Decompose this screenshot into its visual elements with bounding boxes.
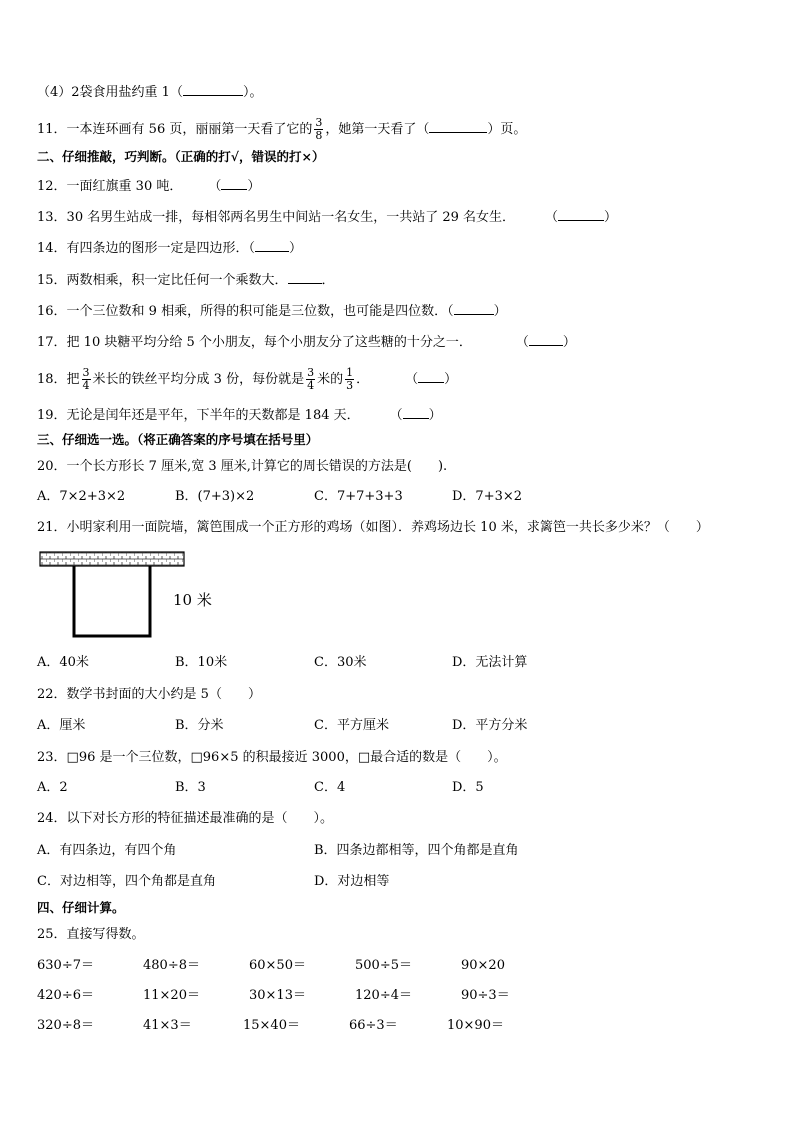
calc-item: 500÷5＝ — [355, 958, 412, 973]
answer-blank[interactable] — [418, 369, 444, 383]
calc-item: 10×90＝ — [447, 1018, 504, 1033]
answer-blank[interactable] — [288, 270, 322, 284]
question-text: 17．把 10 块糖平均分给 5 个小朋友，每个小朋友分了这些糖的十分之一． — [37, 335, 472, 350]
option-b[interactable]: B．四条边都相等，四个角都是直角 — [314, 843, 519, 858]
calc-item: 30×13＝ — [249, 988, 306, 1003]
calc-item: 480÷8＝ — [143, 958, 200, 973]
question-text: 16．一个三位数和 9 相乘，所得的积可能是三位数，也可能是四位数．（ — [37, 304, 454, 319]
option-c[interactable]: C．平方厘米 — [314, 718, 389, 733]
bracket-close: ） — [247, 179, 261, 194]
question-13 — [37, 207, 617, 227]
bracket-open: （ — [208, 179, 222, 194]
fraction — [314, 117, 323, 142]
fraction — [345, 367, 354, 392]
bracket-close: ） — [289, 241, 303, 256]
question-15 — [37, 270, 335, 290]
question-text-end: ． — [321, 273, 335, 288]
question-19 — [37, 405, 442, 425]
bracket-close: ） — [428, 408, 442, 423]
option-a[interactable]: A．2 — [37, 780, 68, 795]
question-text-mid: ，她第一天看了（ — [325, 122, 430, 137]
question-text: 11．一本连环画有 56 页，丽丽第一天看了它的 — [37, 122, 313, 137]
question-text: （4）2袋食用盐约重 1（ — [37, 85, 183, 100]
question-16 — [37, 301, 507, 321]
fraction-denominator: 4 — [82, 379, 90, 392]
option-c[interactable]: C．30米 — [314, 655, 367, 670]
calc-item: 90÷3＝ — [461, 988, 510, 1003]
bracket-open: （ — [389, 408, 403, 423]
option-b[interactable]: B．3 — [175, 780, 206, 795]
answer-blank[interactable] — [183, 82, 243, 96]
option-c[interactable]: C．7+7+3+3 — [314, 489, 403, 504]
option-a[interactable]: A．厘米 — [37, 718, 86, 733]
fraction-numerator: 3 — [315, 116, 323, 129]
answer-blank[interactable] — [221, 176, 247, 190]
option-b[interactable]: B．10米 — [175, 655, 228, 670]
fraction-denominator: 8 — [315, 129, 323, 142]
calc-item: 630÷7＝ — [37, 958, 94, 973]
fraction-numerator: 3 — [82, 366, 90, 379]
calc-item: 120÷4＝ — [355, 988, 412, 1003]
question-text: ． — [356, 372, 370, 387]
calc-item: 15×40＝ — [243, 1018, 300, 1033]
fraction-denominator: 4 — [307, 379, 315, 392]
wall — [40, 552, 184, 566]
question-text: 14．有四条边的图形一定是四边形．（ — [37, 241, 256, 256]
answer-blank[interactable] — [255, 238, 289, 252]
bracket-close: ） — [604, 210, 618, 225]
calc-item: 66÷3＝ — [349, 1018, 398, 1033]
bracket-close: ） — [493, 304, 507, 319]
chicken-yard-figure — [38, 550, 218, 645]
question-17 — [37, 332, 576, 352]
question-text-end: ）。 — [242, 85, 263, 100]
option-d[interactable]: D．对边相等 — [314, 874, 390, 889]
bracket-close: ） — [562, 335, 576, 350]
bracket-close: ） — [444, 372, 458, 387]
question-text: 米的 — [317, 372, 344, 387]
question-text: 15．两数相乘，积一定比任何一个乘数大． — [37, 273, 288, 288]
section-4-heading: 四、仔细计算。 — [37, 900, 125, 915]
fence — [74, 566, 150, 636]
question-text: 12．一面红旗重 30 吨． — [37, 179, 183, 194]
calc-item: 420÷6＝ — [37, 988, 94, 1003]
side-length-label: 10 米 — [173, 591, 212, 609]
option-b[interactable]: B．(7+3)×2 — [175, 489, 255, 504]
answer-blank[interactable] — [403, 405, 429, 419]
option-b[interactable]: B．分米 — [175, 718, 224, 733]
calc-item: 60×50＝ — [249, 958, 306, 973]
answer-blank[interactable] — [529, 332, 563, 346]
question-4-part — [37, 82, 262, 102]
answer-blank[interactable] — [558, 207, 604, 221]
fraction-denominator: 3 — [346, 379, 354, 392]
option-c[interactable]: C．4 — [314, 780, 346, 795]
question-24: 24．以下对长方形的特征描述最准确的是（ ）。 — [37, 811, 334, 826]
question-text: 19．无论是闰年还是平年，下半年的天数都是 184 天． — [37, 408, 360, 423]
question-25: 25．直接写得数。 — [37, 927, 145, 942]
option-d[interactable]: D．平方分米 — [452, 718, 528, 733]
question-12 — [37, 176, 260, 196]
answer-blank[interactable] — [454, 301, 494, 315]
question-21: 21．小明家利用一面院墙，篱笆围成一个正方形的鸡场（如图）．养鸡场边长 10 米，求篱笆一共长多少米？（ ） — [37, 520, 709, 535]
option-a[interactable]: A．有四条边，有四个角 — [37, 843, 177, 858]
calc-item: 320÷8＝ — [37, 1018, 94, 1033]
calc-item: 90×20 — [461, 958, 505, 973]
option-a[interactable]: A．7×2+3×2 — [37, 489, 126, 504]
fraction-numerator: 1 — [346, 366, 354, 379]
question-text: 18．把 — [37, 372, 80, 387]
section-3-heading: 三、仔细选一选。（将正确答案的序号填在括号里） — [37, 432, 319, 447]
option-d[interactable]: D．7+3×2 — [452, 489, 523, 504]
option-d[interactable]: D．5 — [452, 780, 484, 795]
fraction-numerator: 3 — [307, 366, 315, 379]
fraction — [306, 367, 315, 392]
bracket-open: （ — [405, 372, 419, 387]
question-23: 23．□96 是一个三位数，□96×5 的积最接近 3000，□最合适的数是（ ）。 — [37, 750, 507, 765]
question-18 — [37, 367, 457, 392]
answer-blank[interactable] — [429, 119, 487, 133]
fraction — [82, 367, 91, 392]
question-text: 米长的铁丝平均分成 3 份，每份就是 — [92, 372, 305, 387]
question-text-end: ）页。 — [487, 122, 527, 137]
calc-item: 41×3＝ — [143, 1018, 192, 1033]
bracket-open: （ — [515, 335, 529, 350]
option-c[interactable]: C．对边相等，四个角都是直角 — [37, 874, 216, 889]
question-20: 20．一个长方形长 7 厘米,宽 3 厘米,计算它的周长错误的方法是( ). — [37, 459, 448, 474]
section-2-heading: 二、仔细推敲，巧判断。（正确的打√，错误的打×） — [37, 149, 325, 164]
question-14 — [37, 238, 302, 258]
question-text: 13．30 名男生站成一排，每相邻两名男生中间站一名女生，一共站了 29 名女生． — [37, 210, 516, 225]
question-11 — [37, 117, 526, 142]
calc-item: 11×20＝ — [143, 988, 200, 1003]
option-a[interactable]: A．40米 — [37, 655, 89, 670]
option-d[interactable]: D．无法计算 — [452, 655, 528, 670]
question-22: 22．数学书封面的大小约是 5（ ） — [37, 687, 261, 702]
bracket-open: （ — [545, 210, 559, 225]
